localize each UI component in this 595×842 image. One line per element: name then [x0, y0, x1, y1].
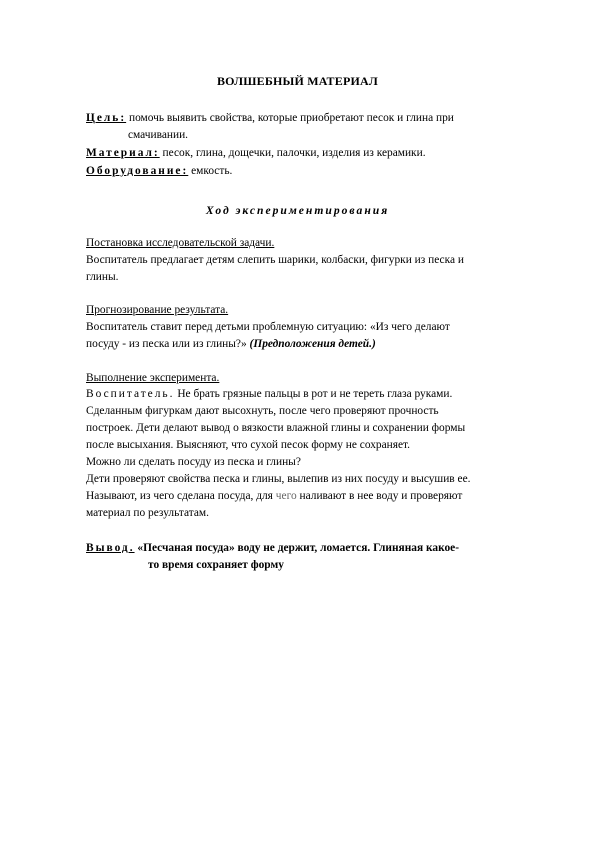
task-line-2: глины.: [86, 271, 119, 283]
execution-line-2: Сделанным фигуркам дают высохнуть, после чего проверяют прочность: [86, 405, 439, 417]
prediction-note: (Предположения детей.): [246, 338, 376, 350]
goal-line-2: смачивании.: [128, 129, 189, 141]
prediction-line-1: Воспитатель ставит перед детьми проблемную ситуацию: «Из чего делают: [86, 321, 450, 333]
conclusion-text-1: «Песчаная посуда» воду не держит, ломается. Глиняная какое-: [134, 542, 460, 554]
prediction-heading: Прогнозирование результата.: [86, 304, 229, 316]
goal-label: Цель:: [86, 112, 127, 124]
experiment-heading: Ход экспериментирования: [205, 204, 390, 217]
execution-line-5: Можно ли сделать посуду из песка и глины?: [86, 456, 301, 468]
conclusion-line-1: [86, 541, 556, 556]
execution-text-7a: Называют, из чего сделана посуда, для: [86, 490, 276, 502]
execution-text-7c: наливают в нее воду и проверяют: [296, 490, 463, 502]
goal-text-1: помочь выявить свойства, которые приобретают песок и глина при: [126, 112, 454, 124]
material-label: Материал:: [86, 147, 160, 159]
equipment-label: Оборудование:: [86, 165, 189, 177]
execution-heading: Выполнение эксперимента.: [86, 372, 220, 384]
task-line-1: Воспитатель предлагает детям слепить шарики, колбаски, фигурки из песка и: [86, 254, 464, 266]
execution-line-6: Дети проверяют свойства песка и глины, вылепив из них посуду и высушив ее.: [86, 473, 471, 485]
execution-text-1: Не брать грязные пальцы в рот и не тереть глаза руками.: [174, 388, 453, 400]
equipment-text: емкость.: [188, 165, 233, 177]
execution-line-8: материал по результатам.: [86, 507, 209, 519]
document-title: ВОЛШЕБНЫЙ МАТЕРИАЛ: [216, 74, 379, 88]
material-text: песок, глина, дощечки, палочки, изделия из керамики.: [159, 147, 426, 159]
teacher-label: Воспитатель.: [86, 388, 175, 400]
task-heading: Постановка исследовательской задачи.: [86, 237, 275, 249]
conclusion-line-2: то время сохраняет форму: [148, 559, 284, 571]
goal-line-1: [86, 111, 556, 126]
execution-text-7b: чего: [275, 490, 297, 502]
execution-line-7: [86, 489, 556, 504]
execution-line-1: [86, 387, 556, 402]
equipment-line: [86, 164, 556, 179]
prediction-text-2: посуду - из песка или из глины?»: [86, 338, 247, 350]
conclusion-label: Вывод.: [86, 542, 135, 554]
execution-line-3: построек. Дети делают вывод о вязкости влажной глины и сохранении формы: [86, 422, 466, 434]
material-line: [86, 146, 556, 161]
prediction-line-2: [86, 337, 556, 352]
execution-line-4: после высыхания. Выясняют, что сухой песок форму не сохраняет.: [86, 439, 411, 451]
